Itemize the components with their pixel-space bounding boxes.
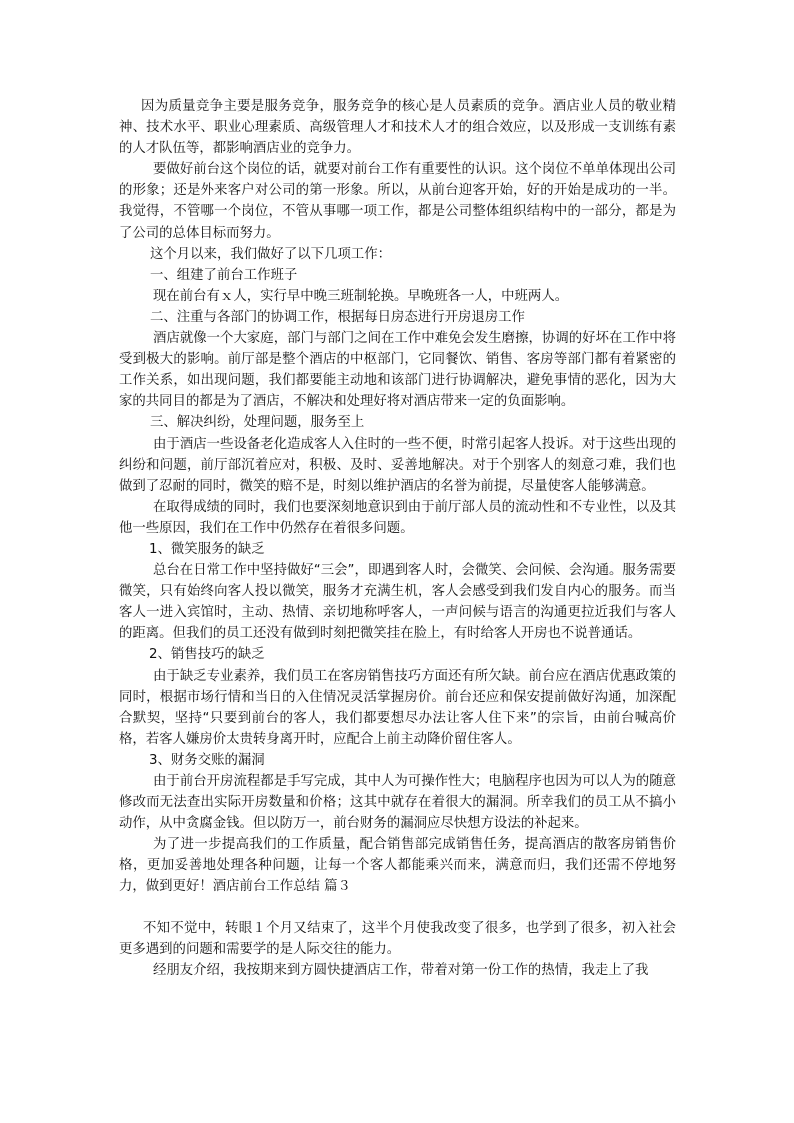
paragraph: 由于酒店一些设备老化造成客人入住时的一些不便，时常引起客人投诉。对于这些出现的纠纷和问题，前厅部沉着应对，积极、及时、妥善地解决。对于个别客人的刻意刁难，我们也做到了忍耐的同时，微笑的赔不是，时刻以维护酒店的名誉为前提，尽量使客人能够满意。: [119, 436, 676, 494]
paragraph: 不知不觉中，转眼１个月又结束了，这半个月使我改变了很多，也学到了很多，初入社会更多遇到的问题和需要学的是人际交往的能力。: [119, 920, 676, 957]
paragraph: 这个月以来，我们做好了以下几项工作：: [150, 246, 392, 262]
sub-heading: 2、销售技巧的缺乏: [149, 647, 265, 663]
section-heading: 三、解决纠纷，处理问题，服务至上: [150, 415, 365, 431]
paragraph: 为了进一步提高我们的工作质量，配合销售部完成销售任务，提高酒店的散客房销售价格，更加妥善地处理各种问题，让每一个客人都能乘兴而来，满意而归，我们还需不停地努力，做到更好！酒店前台工作总结 篇３: [119, 837, 676, 895]
sub-heading: 3、财务交账的漏洞: [149, 752, 265, 768]
paragraph: 由于缺乏专业素养，我们员工在客房销售技巧方面还有所欠缺。前台应在酒店优惠政策的同时，根据市场行情和当日的入住情况灵活掌握房价。前台还应和保安提前做好沟通，加深配合默契，坚持“只要到前台的客人，我们都要想尽办法让客人住下来”的宗旨，由前台喊高价格，若客人嫌房价太贵转身离开时，应配合上前主动降价留住客人。: [119, 668, 676, 747]
paragraph: 现在前台有ｘ人，实行早中晚三班制轮换。早晚班各一人，中班两人。: [153, 288, 569, 304]
sub-heading: 1、微笑服务的缺乏: [149, 541, 265, 557]
paragraph: 因为质量竞争主要是服务竞争，服务竞争的核心是人员素质的竞争。酒店业人员的敬业精神、技术水平、职业心理素质、高级管理人才和技术人才的组合效应，以及形成一支训练有素的人才队伍等，都影响酒店业的竞争力。: [119, 99, 676, 157]
section-heading: 二、注重与各部门的协调工作，根据每日房态进行开房退房工作: [150, 309, 525, 325]
paragraph: 在取得成绩的同时，我们也要深刻地意识到由于前厅部人员的流动性和不专业性，以及其他一些原因，我们在工作中仍然存在着很多问题。: [119, 499, 676, 536]
paragraph: 酒店就像一个大家庭，部门与部门之间在工作中难免会发生磨擦，协调的好坏在工作中将受到极大的影响。前厅部是整个酒店的中枢部门，它同餐饮、销售、客房等部门都有着紧密的工作关系，如出现问题，我们都要能主动地和该部门进行协调解决，避免事情的恶化，因为大家的共同目的都是为了酒店，不解决和处理好将对酒店带来一定的负面影响。: [119, 331, 676, 410]
paragraph: 经朋友介绍，我按期来到方圆快捷酒店工作，带着对第一份工作的热情，我走上了我: [153, 962, 649, 978]
section-heading: 一、组建了前台工作班子: [150, 267, 298, 283]
paragraph: 由于前台开房流程都是手写完成，其中人为可操作性大；电脑程序也因为可以人为的随意修改而无法查出实际开房数量和价格；这其中就存在着很大的漏洞。所幸我们的员工从不搞小动作，从中贪腐金钱。但以防万一，前台财务的漏洞应尽快想方设法的补起来。: [119, 774, 676, 832]
paragraph: 要做好前台这个岗位的话，就要对前台工作有重要性的认识。这个岗位不单单体现出公司的形象；还是外来客户对公司的第一形象。所以，从前台迎客开始，好的开始是成功的一半。我觉得，不管哪一个岗位，不管从事哪一项工作，都是公司整体组织结构中的一部分，都是为了公司的总体目标而努力。: [119, 162, 676, 241]
paragraph: 总台在日常工作中坚持做好“三会”，即遇到客人时，会微笑、会问候、会沟通。服务需要微笑，只有始终向客人投以微笑，服务才充满生机，客人会感受到我们发自内心的服务。而当客人一进入宾馆时，主动、热情、亲切地称呼客人，一声问候与语言的沟通更拉近我们与客人的距离。但我们的员工还没有做到时刻把微笑挂在脸上，有时给客人开房也不说普通话。: [119, 563, 676, 642]
